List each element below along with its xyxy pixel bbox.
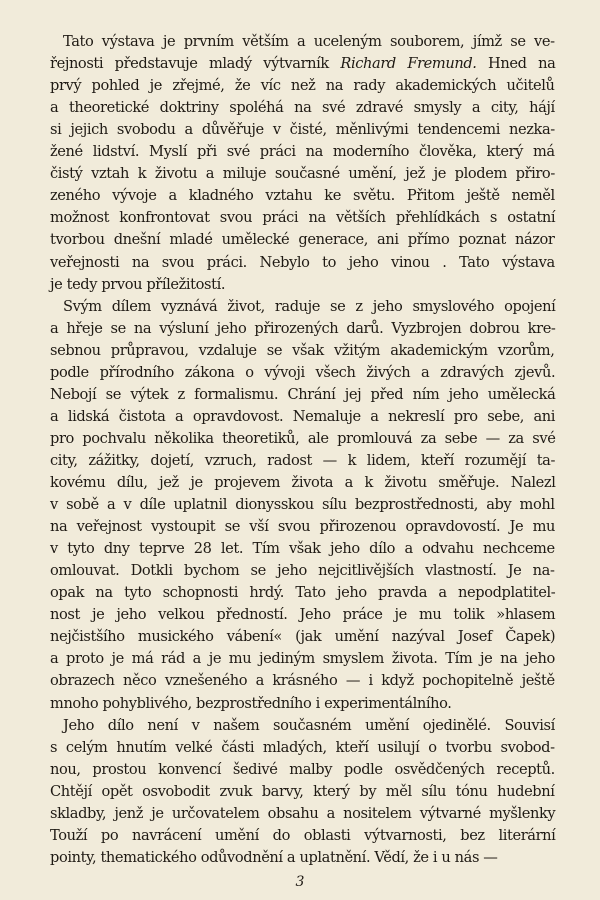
text-line: pointy, thematického odůvodnění a uplatnění. Vědí, že i u nás — xyxy=(50,848,498,866)
page-number: 3 xyxy=(295,874,305,890)
text-line: možnost konfrontovat svou práci na větších přehlídkách s ostatní xyxy=(50,209,556,227)
text-line xyxy=(50,53,555,75)
text-line: mnoho pohyblivého, bezprostředního i experimentálního. xyxy=(50,694,452,712)
text-line: city, zážitky, dojetí, vzruch, radost — k lidem, kteří rozumějí ta- xyxy=(50,451,556,469)
text-line: Chtějí opět osvobodit zvuk barvy, který by měl sílu tónu hudební xyxy=(50,782,555,800)
text-line: Nebojí se výtek z formalismu. Chrání jej před ním jeho umělecká xyxy=(50,385,556,403)
text-line: nejčistšího musického vábení« (jak umění nazýval Josef Čapek) xyxy=(50,628,556,646)
text-line: Jeho dílo není v našem současném umění ojedinělé. Souvisí xyxy=(63,716,555,734)
text-line: a hřeje se na výsluní jeho přirozených darů. Vyzbrojen dobrou kre- xyxy=(50,319,556,337)
text-line: Touží po navrácení umění do oblasti výtvarnosti, bez literární xyxy=(50,826,556,844)
text-line: s celým hnutím velké části mladých, kteří usilují o tvorbu svobod- xyxy=(50,738,555,756)
text-line: veřejnosti na svou práci. Nebylo to jeho vinou . Tato výstava xyxy=(50,253,555,271)
text-line: pro pochvalu několika theoretiků, ale promlouvá za sebe — za své xyxy=(50,429,556,447)
text-line: v tyto dny teprve 28 let. Tím však jeho dílo a odvahu nechceme xyxy=(50,540,555,558)
text-line: a proto je má rád a je mu jediným smyslem života. Tím je na jeho xyxy=(50,650,555,668)
text-line: opak na tyto schopnosti hrdý. Tato jeho pravda a nepodplatitel- xyxy=(50,584,556,602)
text-line: kovému dílu, jež je projevem života a k životu směřuje. Nalezl xyxy=(50,474,556,491)
text-line: žené lidství. Myslí při své práci na moderního člověka, který má xyxy=(50,143,555,161)
text-line: a lidská čistota a opravdovost. Nemaluje a nekreslí pro sebe, ani xyxy=(50,407,556,425)
text-line: si jejich svobodu a důvěřuje v čisté, měnlivými tendencemi nezka- xyxy=(50,121,555,139)
text-line: čistý vztah k životu a miluje současné umění, jež je plodem přiro- xyxy=(50,165,555,183)
line-text: Hned na xyxy=(476,55,556,73)
text-line: je tedy prvou příležitostí. xyxy=(50,275,226,293)
text-line: a theoretické doktriny spoléhá na své zdravé smysly a city, hájí xyxy=(50,99,555,117)
text-line: v sobě a v díle uplatnil dionysskou sílu bezprostřednosti, aby mohl xyxy=(50,496,555,514)
text-line: tvorbou dnešní mladé umělecké generace, ani přímo poznat názor xyxy=(50,231,555,249)
text-line: skladby, jenž je určovatelem obsahu a nositelem výtvarné myšlenky xyxy=(50,804,556,822)
text-line: Tato výstava je prvním větším a uceleným souborem, jímž se ve- xyxy=(63,33,555,50)
text-line: Svým dílem vyznává život, raduje se z jeho smyslového opojení xyxy=(63,297,556,315)
text-line: omlouvat. Dotkli bychom se jeho nejcitlivějších vlastností. Je na- xyxy=(50,562,555,580)
line-text: řejnosti představuje mladý výtvarník xyxy=(50,55,341,73)
text-line: sebnou průpravou, vzdaluje se však vžitým akademickým vzorům, xyxy=(50,341,555,359)
text-line: prvý pohled je zřejmé, že víc než na rady akademických učitelů xyxy=(50,77,555,95)
text-line: podle přírodního zákona o vývoji všech živých a zdravých zjevů. xyxy=(50,363,556,381)
text-line: nost je jeho velkou předností. Jeho práce je mu tolik »hlasem xyxy=(50,606,556,624)
text-line: nou, prostou konvencí šedivé malby podle osvědčených receptů. xyxy=(50,760,555,778)
text-line: na veřejnost vystoupit se vší svou přirozenou opravdovostí. Je mu xyxy=(50,518,556,536)
artist-name: Richard Fremund. xyxy=(340,55,477,73)
text-line: zeného vývoje a kladného vztahu ke světu. Přitom ještě neměl xyxy=(50,187,555,205)
text-line: obrazech něco vznešeného a krásného — i když pochopitelně ještě xyxy=(50,672,555,690)
